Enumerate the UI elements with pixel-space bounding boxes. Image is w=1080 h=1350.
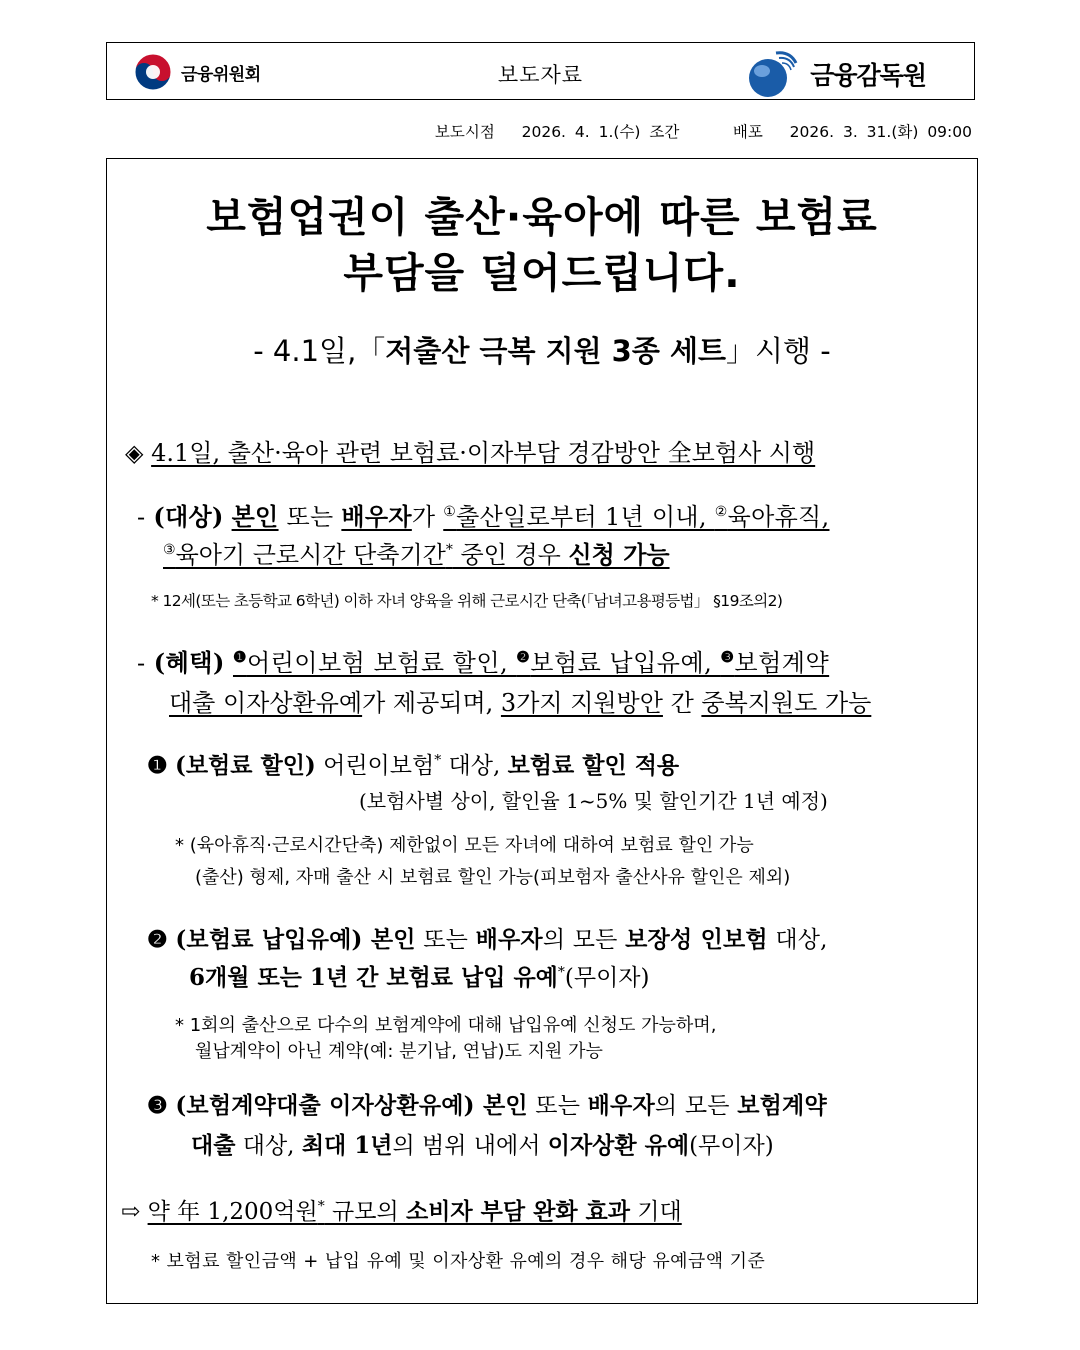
- document-header: [106, 42, 975, 100]
- target-reduced-hours: 육아기 근로시간 단축기간: [175, 541, 446, 569]
- effect-note: * 보험료 할인금액 + 납입 유예 및 이자상환 유예의 경우 해당 유예금액 기준: [151, 1251, 766, 1272]
- target-spouse: 배우자: [341, 502, 412, 531]
- item-2-number-icon: ❷: [147, 926, 168, 953]
- effect-line: [121, 1193, 682, 1226]
- circled-three-icon: ③: [163, 542, 176, 558]
- benefit-provided: 가 제공되며,: [362, 689, 501, 717]
- target-line-1: [137, 497, 829, 532]
- effect-scale: 규모의: [324, 1199, 406, 1225]
- embargo-value: 2026. 4. 1.(수) 조간: [521, 123, 680, 141]
- effect-relief: 소비자 부담 완화 효과: [406, 1198, 630, 1225]
- item-2-interest-free: (무이자): [564, 965, 650, 991]
- dash: -: [137, 503, 146, 531]
- page-title: [107, 189, 977, 301]
- item-2-deferral: 6개월 또는 1년 간 보험료 납입 유예: [189, 964, 558, 991]
- item-2-coverage: 보장성 인보험: [625, 926, 768, 953]
- title-line-1: 보험업권이 출산·육아에 따른 보험료: [206, 193, 878, 241]
- item-3-or: 또는: [527, 1093, 588, 1119]
- item-3-self: 본인: [474, 1092, 528, 1119]
- item-3-deferral: 이자상환 유예: [547, 1132, 690, 1159]
- circled-two-icon: ②: [714, 504, 728, 520]
- item-1-number-icon: ❶: [147, 752, 168, 779]
- target-note: * 12세(또는 초등학교 6학년) 이하 자녀 양육을 위해 근로시간 단축(「남녀고용평등법」 §19조의2): [151, 592, 783, 610]
- item-2-target: 대상,: [767, 927, 828, 953]
- item-3: [147, 1087, 827, 1120]
- target-or: 또는: [278, 503, 342, 531]
- press-release-body: [106, 158, 978, 1304]
- benefit-three-ways: 3가지 지원방안: [500, 689, 663, 717]
- target-case: 중인 경우: [452, 541, 569, 569]
- target-label: (대상): [153, 502, 224, 531]
- fss-name: 금융감독원: [810, 61, 926, 90]
- title-line-2: 부담을 덜어드립니다.: [343, 249, 741, 297]
- item-3-target: 대상,: [235, 1133, 302, 1159]
- item-3-spouse: 배우자: [587, 1092, 655, 1119]
- effect-expect: 기대: [629, 1199, 682, 1225]
- circled-one-icon: ①: [443, 504, 457, 520]
- item-3-number-icon: ❸: [147, 1092, 168, 1119]
- distribution-value: 2026. 3. 31.(화) 09:00: [789, 123, 972, 141]
- item-1-note-1: * (육아휴직·근로시간단축) 제한없이 모든 자녀에 대하여 보험료 할인 가능: [175, 835, 754, 856]
- item-1-discount: 보험료 할인 적용: [507, 752, 680, 779]
- item-3-policy: 보험계약: [737, 1092, 827, 1119]
- benefit-1: 어린이보험 보험료 할인,: [246, 649, 517, 677]
- benefit-2: 보험료 납입유예,: [530, 649, 721, 677]
- target-particle: 가: [411, 503, 444, 531]
- item-2-line-2: [189, 959, 650, 992]
- item-1-sub: (보험사별 상이, 할인율 1~5% 및 할인기간 1년 예정): [359, 789, 828, 813]
- subtitle-suffix: 」시행 -: [726, 334, 831, 368]
- item-1-target: 대상,: [441, 753, 508, 779]
- effect-amount: 약 年 1,200억원: [147, 1199, 318, 1225]
- benefit-3: 보험계약: [734, 649, 830, 677]
- item-3-interest-free: (무이자): [689, 1133, 774, 1159]
- fsc-name: 금융위원회: [181, 64, 261, 85]
- item-2-self: 본인: [362, 926, 416, 953]
- footnote-star: *: [317, 1198, 325, 1215]
- dash: -: [137, 649, 146, 677]
- item-1-head: (보험료 할인): [174, 752, 316, 779]
- benefit-loan: 대출 이자상환유예: [169, 689, 363, 717]
- footnote-star: *: [434, 752, 442, 769]
- item-3-range: 의 범위 내에서: [392, 1133, 548, 1159]
- item-2-note-1: * 1회의 출산으로 다수의 보험계약에 대해 납입유예 신청도 가능하며,: [175, 1015, 717, 1036]
- footnote-star: *: [557, 964, 565, 981]
- item-3-line-2: [191, 1127, 774, 1160]
- headline-text: 4.1일, 출산·육아 관련 보험료·이자부담 경감방안 全보험사 시행: [151, 439, 816, 467]
- arrow-right-icon: ⇨: [121, 1199, 141, 1225]
- item-2-spouse: 배우자: [475, 926, 543, 953]
- item-1: [147, 747, 679, 780]
- fss-globe-icon: [746, 49, 802, 99]
- subtitle: [107, 329, 977, 370]
- embargo-label: 보도시점: [434, 123, 495, 141]
- item-1-kids-insurance: 어린이보험: [315, 753, 435, 779]
- benefit-line-2: [169, 683, 871, 718]
- release-info: [435, 120, 972, 142]
- dark-three-icon: ❸: [720, 648, 735, 666]
- diamond-bullet-icon: ◈: [125, 439, 144, 467]
- fss-logo: [746, 49, 926, 99]
- item-2-head: (보험료 납입유예): [175, 926, 363, 953]
- item-2: [147, 921, 828, 954]
- subtitle-prefix: - 4.1일,「: [253, 334, 386, 368]
- benefit-label: (혜택): [153, 648, 225, 677]
- item-2-note-2: 월납계약이 아닌 계약(예: 분기납, 연납)도 지원 가능: [195, 1041, 603, 1062]
- distribution-label: 배포: [732, 123, 763, 141]
- dark-two-icon: ❷: [516, 648, 531, 666]
- doc-type: 보도자료: [497, 63, 584, 87]
- item-2-all: 의 모든: [542, 927, 626, 953]
- benefit-between: 간: [662, 689, 702, 717]
- footnote-star: *: [445, 542, 453, 558]
- headline: [125, 433, 815, 468]
- benefit-duplicate: 중복지원도 가능: [701, 689, 872, 717]
- target-self: 본인: [231, 502, 279, 531]
- target-line-2: [163, 535, 670, 570]
- item-2-or: 또는: [415, 927, 476, 953]
- item-3-head: (보험계약대출 이자상환유예): [175, 1092, 475, 1119]
- item-3-loan: 대출: [191, 1132, 236, 1159]
- item-1-note-2: (출산) 형제, 자매 출산 시 보험료 할인 가능(피보험자 출산사유 할인은 제외): [195, 867, 791, 888]
- subtitle-bold: 저출산 극복 지원 3종 세트: [385, 334, 727, 368]
- dark-one-icon: ❶: [232, 648, 247, 666]
- item-3-all: 의 모든: [654, 1093, 738, 1119]
- benefit-line-1: [137, 643, 829, 678]
- target-leave: 육아휴직,: [727, 503, 830, 531]
- target-apply: 신청 가능: [568, 540, 670, 569]
- target-birth: 출산일로부터 1년 이내,: [456, 503, 715, 531]
- item-3-max: 최대 1년: [301, 1132, 393, 1159]
